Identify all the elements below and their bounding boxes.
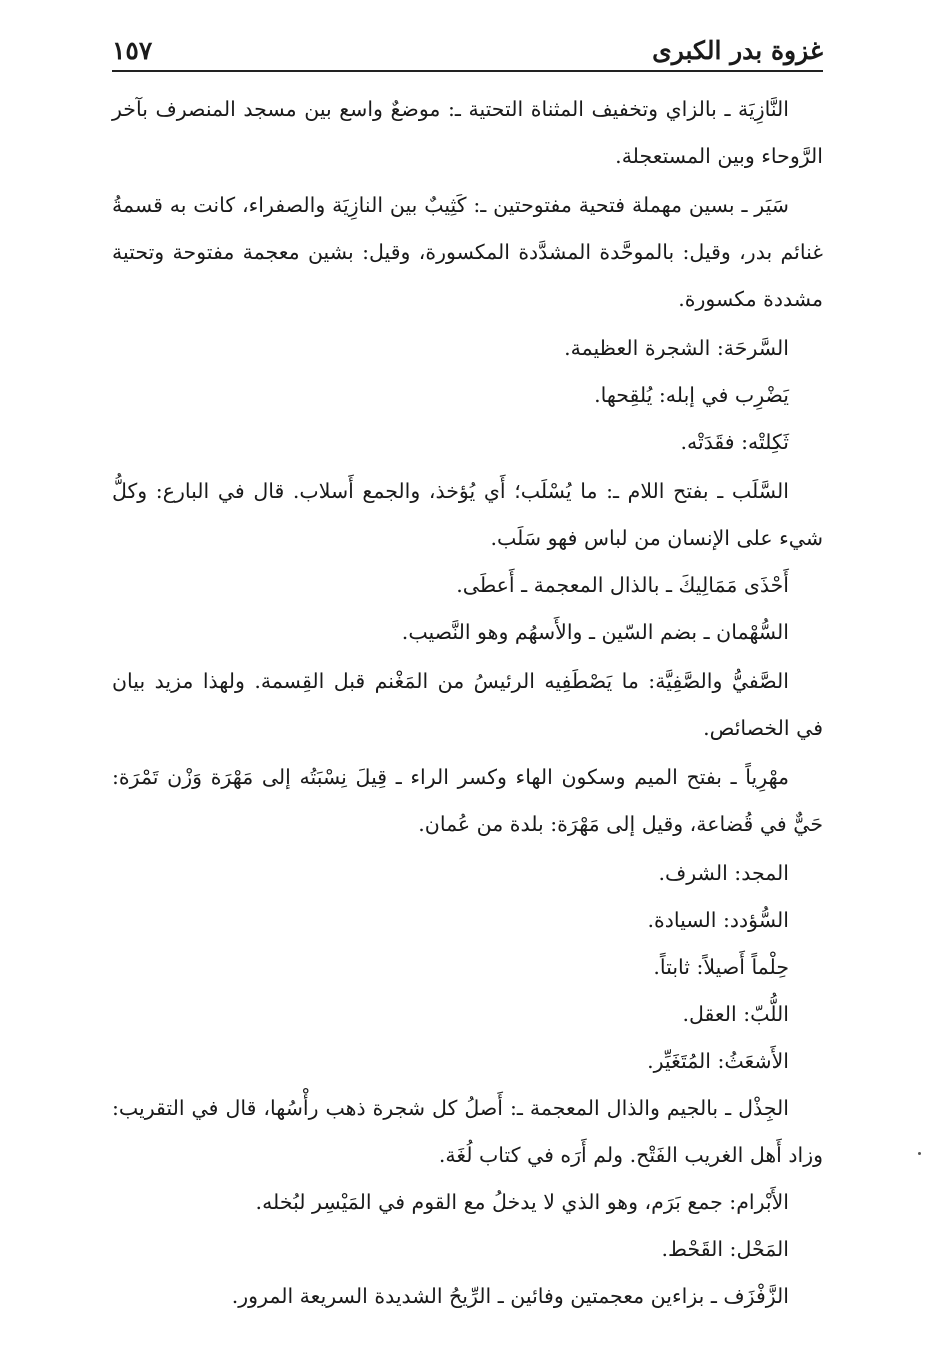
- paragraph-lubb: اللُّبّ: العقل.: [682, 1002, 789, 1026]
- paragraph-abram: الأَبْرام: جمع بَرَم، وهو الذي لا يدخلُ مع القوم في المَيْسِر لبُخله.: [255, 1190, 789, 1214]
- paragraph-mahl: المَحْل: القَحْط.: [661, 1237, 789, 1261]
- paragraph-yadrib: يَضْرِب في إبله: يُلقِحها.: [594, 383, 789, 407]
- page-header: [112, 32, 823, 70]
- paragraph-thakilathu: ثَكِلتْه: فقَدَتْه.: [680, 430, 789, 454]
- paragraph-sayar: سَيَر ـ بسين مهملة فتحية مفتوحتين ـ: كَثِيبٌ بين النازِيَة والصفراء، كانت به قسمةُ غنائم بدر، وقيل: بالموحَّدة المشدَّدة المكسورة، وقيل: بشين معجمة مفتوحة وتحتية مشددة مكسورة.: [112, 193, 823, 311]
- paragraph-ahdha: أَحْذَى مَمَالِيكَ ـ بالذال المعجمة ـ أَعطَى.: [456, 573, 789, 597]
- body-text: [112, 86, 823, 1320]
- header-rule: [112, 70, 823, 72]
- paragraph-salab: السَّلَب ـ بفتح اللام ـ: ما يُسْلَب؛ أَي يُؤخذ، والجمع أَسلاب. قال في البارع: وكلُّ شيء على الإنسان من لباس فهو سَلَب.: [112, 479, 823, 550]
- paragraph-suhman: السُّهْمان ـ بضم السّين ـ والأَسهُم وهو النَّصيب.: [401, 620, 789, 644]
- paragraph-naziya: النَّازِيَة ـ بالزاي وتخفيف المثناة التحتية ـ: موضعٌ واسع بين مسجد المنصرف بآخر الرَّوحاء وبين المستعجلة.: [112, 97, 823, 168]
- paragraph-jidhl: الجِذْل ـ بالجيم والذال المعجمة ـ: أَصلُ كل شجرة ذهب رأْسُها، قال في التقريب: وزاد أَهل الغريب الفَتْح. ولم أَرَه في كتاب لُغَة.: [112, 1096, 823, 1167]
- page-number: ١٥٧: [112, 36, 153, 65]
- paragraph-zafzaf: الزَّفْزَف ـ بزاءين معجمتين وفائين ـ الرِّيحُ الشديدة السريعة المرور.: [231, 1284, 789, 1308]
- paragraph-safi: الصَّفيُّ والصَّفِيَّة: ما يَصْطَفِيه الرئيسُ من المَغْنم قبل القِسمة. ولهذا مزيد بيان في الخصائص.: [112, 669, 823, 740]
- paragraph-hilm: حِلْماً أَصيلاً: ثابتاً.: [653, 955, 789, 979]
- paragraph-sarha: السَّرحَة: الشجرة العظيمة.: [564, 336, 789, 360]
- paragraph-majd: المجد: الشرف.: [658, 861, 789, 885]
- paragraph-mahri: مهْرِياً ـ بفتح الميم وسكون الهاء وكسر الراء ـ قِيلَ نِسْبَتُه إلى مَهْرَة وَزْن تَمْرَة: حَيٌّ في قُضاعة، وقيل إلى مَهْرَة: بلدة من عُمان.: [112, 765, 823, 836]
- running-title: غزوة بدر الكبرى: [652, 36, 823, 65]
- paragraph-sudad: السُّؤدد: السيادة.: [647, 908, 789, 932]
- scan-speck: [918, 1152, 921, 1155]
- paragraph-ashath: الأَشعَثُ: المُتَغَيِّر.: [647, 1049, 789, 1073]
